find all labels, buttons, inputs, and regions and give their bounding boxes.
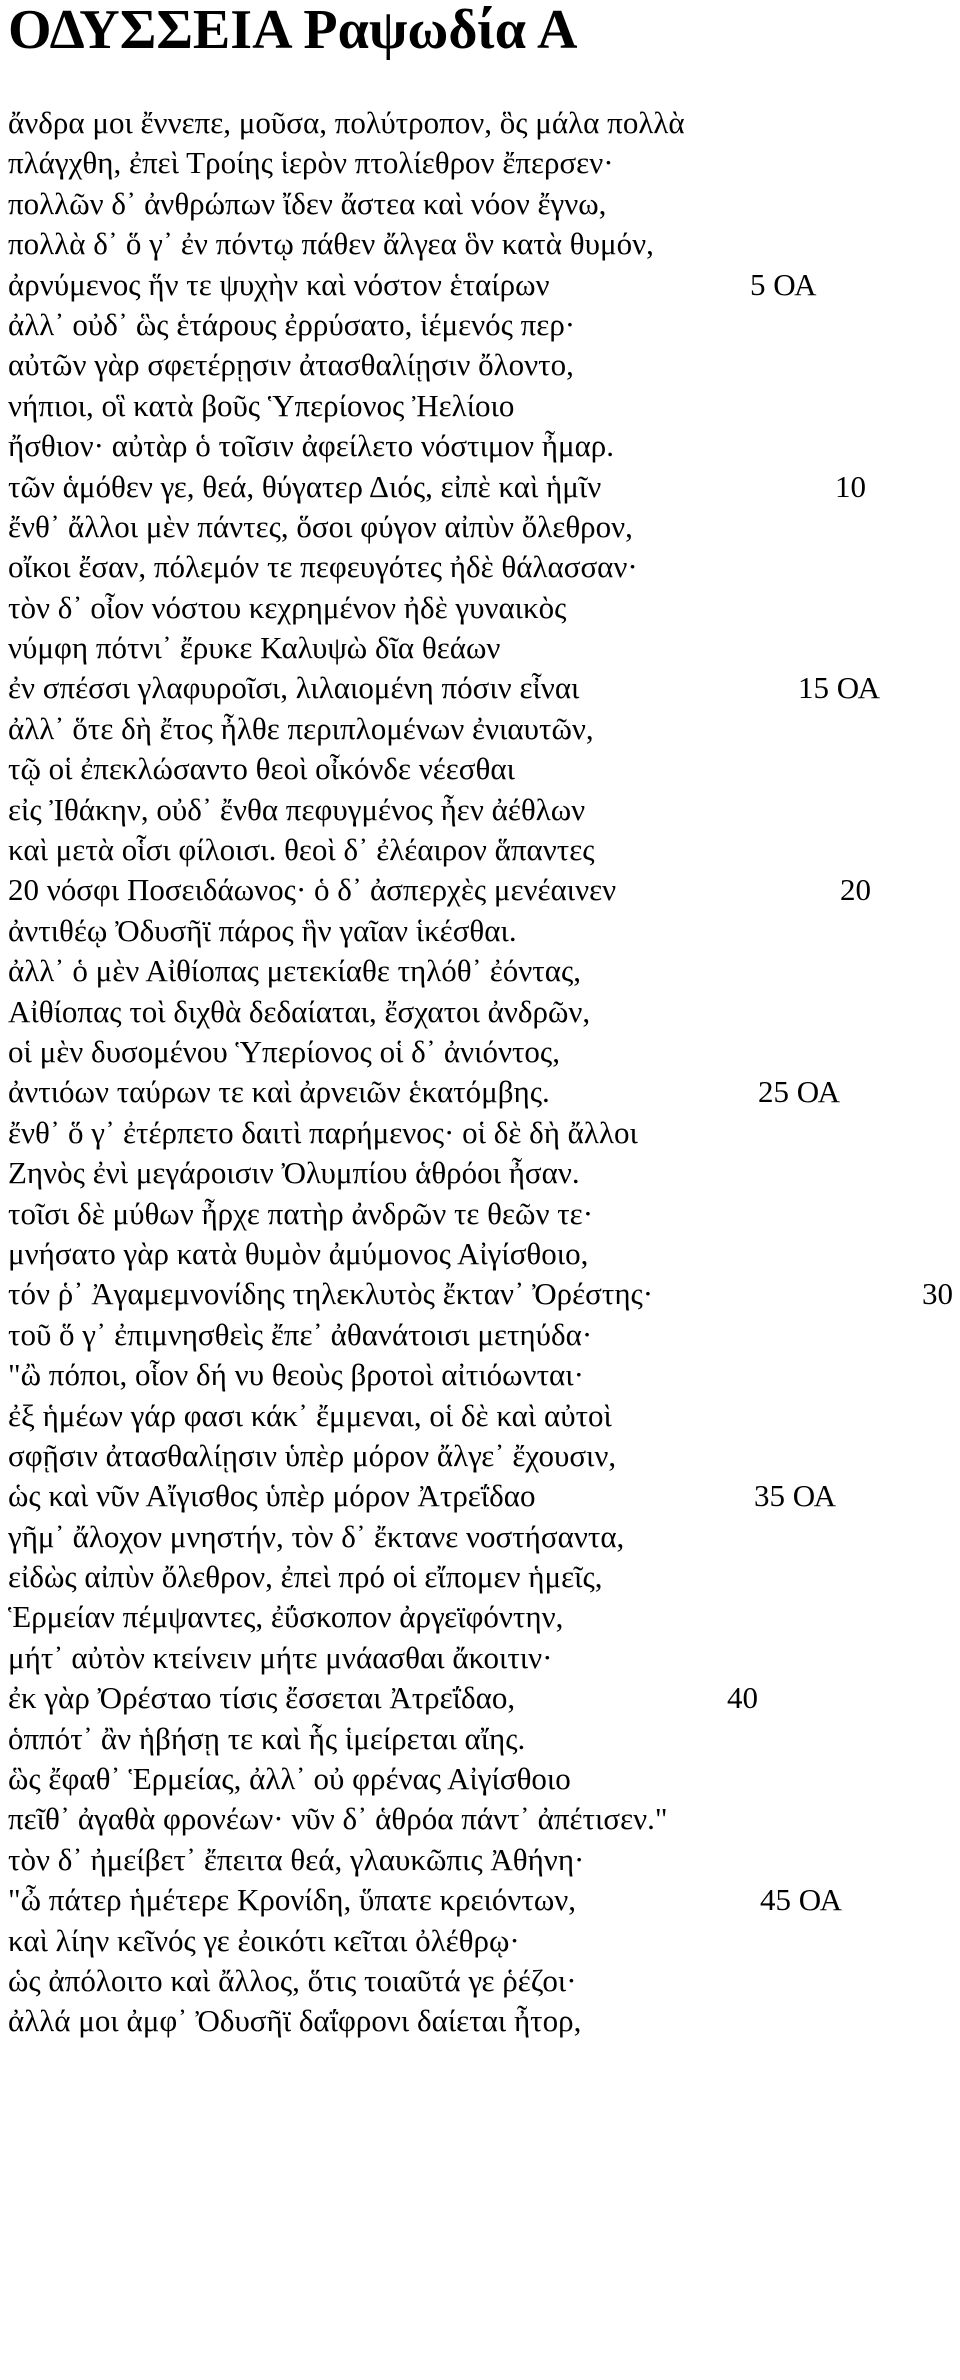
verse-text: ἀλλ᾽ οὐδ᾽ ὣς ἑτάρους ἐρρύσατο, ἱέμενός περ· [8,306,576,342]
verse-text: πεῖθ᾽ ἀγαθὰ φρονέων· νῦν δ᾽ ἁθρόα πάντ᾽ ἀπέτισεν." [8,1801,668,1837]
verse-line [8,1880,953,1920]
line-number: 25 ΟΑ [758,1074,841,1110]
verse-line [8,1517,953,1557]
verse-text: πλάγχθη, ἐπεὶ Τροίης ἱερὸν πτολίεθρον ἔπερσεν· [8,145,614,181]
verse-text: Αἰθίοπας τοὶ διχθὰ δεδαίαται, ἔσχατοι ἀνδρῶν, [8,993,591,1029]
verse-text: ἐκ γὰρ Ὀρέσταο τίσις ἔσσεται Ἀτρεΐδαο, [8,1680,516,1716]
verse-text: μήτ᾽ αὐτὸν κτείνειν μήτε μνάασθαι ἄκοιτιν· [8,1639,553,1675]
verse-line [8,1355,953,1395]
verse-line [8,1921,953,1961]
verse-line [8,1315,953,1355]
verse-text: Ἑρμείαν πέμψαντες, ἐΰσκοπον ἀργεϊφόντην, [8,1599,564,1635]
verse-line [8,507,953,547]
line-number: 15 ΟΑ [798,670,881,706]
verse-text: πολλῶν δ᾽ ἀνθρώπων ἴδεν ἄστεα καὶ νόον ἔγνω, [8,185,607,221]
verse-text: ἀλλ᾽ ὁ μὲν Αἰθίοπας μετεκίαθε τηλόθ᾽ ἐόντας, [8,953,581,989]
verse-text: ἀρνύμενος ἥν τε ψυχὴν καὶ νόστον ἑταίρων [8,266,550,302]
line-number: 20 [840,872,871,908]
verse-line [8,103,953,143]
verse-line [8,1678,953,1718]
verse-line [8,265,953,305]
verse-text: ὡς καὶ νῦν Αἴγισθος ὑπὲρ μόρον Ἀτρεΐδαο [8,1478,536,1514]
verse-text: γῆμ᾽ ἄλοχον μνηστήν, τὸν δ᾽ ἔκτανε νοστήσαντα, [8,1518,625,1554]
verse-text: ἀντιόων ταύρων τε καὶ ἀρνειῶν ἑκατόμβης. [8,1074,550,1110]
verse-line [8,1961,953,2001]
verse-line [8,1638,953,1678]
verse-line [8,709,953,749]
verse-text: ἀλλ᾽ ὅτε δὴ ἔτος ἦλθε περιπλομένων ἐνιαυτῶν, [8,710,594,746]
line-number: 35 ΟΑ [754,1478,837,1514]
verse-line [8,1557,953,1597]
verse-text: Ζηνὸς ἐνὶ μεγάροισιν Ὀλυμπίου ἁθρόοι ἦσαν. [8,1155,580,1191]
verse-text: "ὢ πόποι, οἷον δή νυ θεοὺς βροτοὶ αἰτιόωνται· [8,1357,584,1393]
verse-text: τὸν δ᾽ οἶον νόστου κεχρημένον ἠδὲ γυναικὸς [8,589,567,625]
verse-text: ὡς ἀπόλοιτο καὶ ἄλλος, ὅτις τοιαῦτά γε ῥέζοι· [8,1962,577,1998]
verse-line [8,1799,953,1839]
verse-text: ὁππότ᾽ ἂν ἡβήσῃ τε καὶ ἧς ἱμείρεται αἴης. [8,1720,526,1756]
verse-line [8,426,953,466]
verse-text: μνήσατο γὰρ κατὰ θυμὸν ἀμύμονος Αἰγίσθοιο, [8,1235,589,1271]
line-number: 45 ΟΑ [760,1882,843,1918]
verse-text: οἱ μὲν δυσομένου Ὑπερίονος οἱ δ᾽ ἀνιόντος, [8,1033,560,1069]
verse-line [8,143,953,183]
verse-text: τοῖσι δὲ μύθων ἦρχε πατὴρ ἀνδρῶν τε θεῶν τε· [8,1195,594,1231]
verse-text: ὣς ἔφαθ᾽ Ἑρμείας, ἀλλ᾽ οὐ φρένας Αἰγίσθοιο [8,1761,571,1797]
verse-line [8,1759,953,1799]
verse-line [8,1396,953,1436]
verse-line [8,1840,953,1880]
verse-text: πολλὰ δ᾽ ὅ γ᾽ ἐν πόντῳ πάθεν ἄλγεα ὃν κατὰ θυμόν, [8,226,654,262]
verse-text: "ὦ πάτερ ἡμέτερε Κρονίδη, ὕπατε κρειόντων, [8,1882,577,1918]
verse-line [8,870,953,910]
verse-text: ἄνδρα μοι ἔννεπε, μοῦσα, πολύτροπον, ὃς μάλα πολλὰ [8,105,685,140]
verse-line [8,345,953,385]
verse-line [8,1153,953,1193]
verse-line [8,184,953,224]
verse-text: τόν ῥ᾽ Ἀγαμεμνονίδης τηλεκλυτὸς ἔκταν᾽ Ὀρέστης· [8,1276,654,1312]
verse-line [8,1436,953,1476]
line-number: 30 [922,1276,953,1312]
line-number: 5 ΟΑ [750,266,817,302]
verse-line [8,951,953,991]
verse-line [8,224,953,264]
verse-text: σφῇσιν ἀτασθαλίῃσιν ὑπὲρ μόρον ἄλγε᾽ ἔχουσιν, [8,1437,617,1473]
verse-text: ἐν σπέσσι γλαφυροῖσι, λιλαιομένη πόσιν εἶναι [8,670,580,706]
verse-text: ἐξ ἡμέων γάρ φασι κάκ᾽ ἔμμεναι, οἱ δὲ καὶ αὐτοὶ [8,1397,612,1433]
page-title: ΟΔΥΣΣΕΙΑ Ραψωδία Α [8,0,578,61]
line-number: 40 [727,1680,758,1716]
verse-text: νήπιοι, οἳ κατὰ βοῦς Ὑπερίονος Ἠελίοιο [8,387,515,423]
line-number: 10 [835,468,866,504]
verse-line [8,467,953,507]
verse-line [8,386,953,426]
verse-line [8,1719,953,1759]
verse-text: τῶν ἁμόθεν γε, θεά, θύγατερ Διός, εἰπὲ καὶ ἡμῖν [8,468,602,504]
verse-line [8,1476,953,1516]
verse-text: τοῦ ὅ γ᾽ ἐπιμνησθεὶς ἔπε᾽ ἀθανάτοισι μετηύδα· [8,1316,593,1352]
verse-text: ἔνθ᾽ ὅ γ᾽ ἐτέρπετο δαιτὶ παρήμενος· οἱ δὲ δὴ ἄλλοι [8,1114,638,1150]
verse-line [8,1597,953,1637]
verse-text: ἀντιθέῳ Ὀδυσῆϊ πάρος ἣν γαῖαν ἱκέσθαι. [8,912,517,948]
verse-line [8,588,953,628]
verse-line [8,547,953,587]
verse-text: ἤσθιον· αὐτὰρ ὁ τοῖσιν ἀφείλετο νόστιμον ἦμαρ. [8,428,615,464]
verse-line [8,749,953,789]
verse-line [8,1234,953,1274]
verse-text: αὐτῶν γὰρ σφετέρῃσιν ἀτασθαλίῃσιν ὄλοντο, [8,347,574,383]
verse-text: τὸν δ᾽ ἠμείβετ᾽ ἔπειτα θεά, γλαυκῶπις Ἀθήνη· [8,1841,585,1877]
verse-text: νύμφη πότνι᾽ ἔρυκε Καλυψὼ δῖα θεάων [8,630,501,666]
verse-line [8,305,953,345]
verse-line [8,628,953,668]
verse-text: εἰδὼς αἰπὺν ὄλεθρον, ἐπεὶ πρό οἱ εἴπομεν ἡμεῖς, [8,1559,603,1595]
verse-line [8,790,953,830]
verse-line [8,1113,953,1153]
verse-line [8,911,953,951]
verse-line [8,1274,953,1314]
verse-line [8,1194,953,1234]
verse-text: τῷ οἱ ἐπεκλώσαντο θεοὶ οἶκόνδε νέεσθαι [8,751,515,787]
verse-text: ἔνθ᾽ ἄλλοι μὲν πάντες, ὅσοι φύγον αἰπὺν ὄλεθρον, [8,508,633,544]
verse-line [8,992,953,1032]
verse-line [8,1072,953,1112]
verse-text: καὶ μετὰ οἷσι φίλοισι. θεοὶ δ᾽ ἐλέαιρον ἅπαντες [8,832,595,868]
verse-text: 20 νόσφι Ποσειδάωνος· ὁ δ᾽ ἀσπερχὲς μενέαινεν [8,872,617,908]
verse-line [8,1032,953,1072]
verse-text: οἴκοι ἔσαν, πόλεμόν τε πεφευγότες ἠδὲ θάλασσαν· [8,549,638,585]
verse-text: καὶ λίην κεῖνός γε ἐοικότι κεῖται ὀλέθρῳ· [8,1922,520,1958]
verse-line [8,830,953,870]
verse-line [8,2001,953,2041]
verse-line [8,668,953,708]
verse-text: εἰς Ἰθάκην, οὐδ᾽ ἔνθα πεφυγμένος ἦεν ἀέθλων [8,791,586,827]
poem-text [8,103,953,2042]
verse-text: ἀλλά μοι ἀμφ᾽ Ὀδυσῆϊ δαΐφρονι δαίεται ἦτορ, [8,2003,582,2039]
